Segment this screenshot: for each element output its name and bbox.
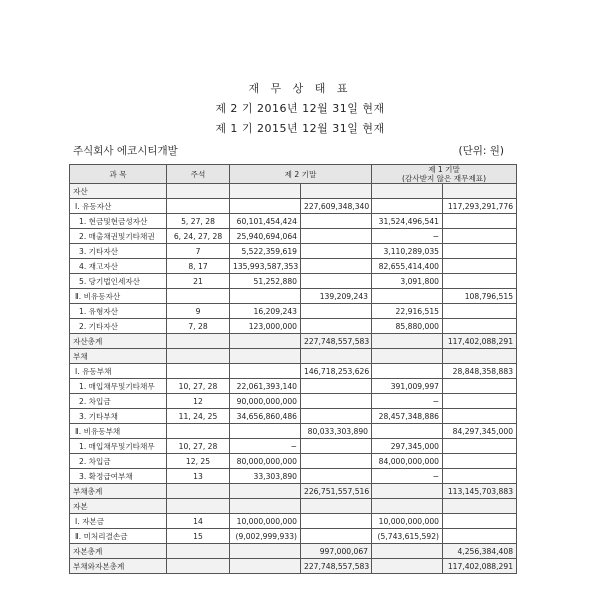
prior-detail-cell: 82,655,414,400 [372, 259, 443, 274]
note-cell: 11, 24, 25 [167, 409, 230, 424]
prior-subtotal-cell [443, 529, 517, 544]
company-name: 주식회사 에코시티개발 [73, 145, 178, 157]
current-detail-cell: − [230, 439, 301, 454]
note-cell: 10, 27, 28 [167, 439, 230, 454]
prior-detail-cell: 3,110,289,035 [372, 244, 443, 259]
note-cell: 7, 28 [167, 319, 230, 334]
account-cell: 자산총계 [70, 334, 167, 349]
prior-subtotal-cell [443, 349, 517, 364]
current-subtotal-cell [301, 259, 372, 274]
current-subtotal-cell: 80,033,303,890 [301, 424, 372, 439]
prior-detail-cell: (5,743,615,592) [372, 529, 443, 544]
table-row [70, 349, 517, 364]
table-row [70, 259, 517, 274]
table-row [70, 529, 517, 544]
account-cell: Ⅰ. 유동자산 [70, 199, 167, 214]
current-detail-cell [230, 499, 301, 514]
account-cell: Ⅱ. 비유동자산 [70, 289, 167, 304]
prior-detail-cell: 22,916,515 [372, 304, 443, 319]
prior-subtotal-cell [443, 274, 517, 289]
current-detail-cell: 135,993,587,353 [230, 259, 301, 274]
current-detail-cell [230, 349, 301, 364]
header-account: 과 목 [70, 165, 167, 184]
current-subtotal-cell [301, 274, 372, 289]
current-detail-cell: (9,002,999,933) [230, 529, 301, 544]
current-subtotal-cell: 997,000,067 [301, 544, 372, 559]
table-row [70, 184, 517, 199]
prior-subtotal-cell: 117,402,088,291 [443, 559, 517, 574]
prior-subtotal-cell: 117,293,291,776 [443, 199, 517, 214]
note-cell [167, 334, 230, 349]
account-cell: 2. 매출채권및기타채권 [70, 229, 167, 244]
account-cell: 자본 [70, 499, 167, 514]
table-row [70, 439, 517, 454]
current-subtotal-cell: 227,748,557,583 [301, 559, 372, 574]
current-subtotal-cell [301, 379, 372, 394]
account-cell: 2. 차입금 [70, 394, 167, 409]
prior-detail-cell [372, 544, 443, 559]
current-subtotal-cell [301, 229, 372, 244]
account-cell: 1. 매입채무및기타채무 [70, 439, 167, 454]
table-row [70, 334, 517, 349]
account-cell: 1. 유형자산 [70, 304, 167, 319]
account-cell: 3. 기타부채 [70, 409, 167, 424]
current-detail-cell [230, 184, 301, 199]
table-row [70, 409, 517, 424]
prior-detail-cell [372, 199, 443, 214]
header-current-period: 제 2 기말 [230, 165, 372, 184]
unit-label: (단위: 원) [458, 145, 504, 157]
note-cell: 6, 24, 27, 28 [167, 229, 230, 244]
table-row [70, 544, 517, 559]
current-subtotal-cell [301, 409, 372, 424]
note-cell [167, 559, 230, 574]
table-row [70, 364, 517, 379]
current-detail-cell [230, 544, 301, 559]
current-subtotal-cell [301, 499, 372, 514]
table-row [70, 199, 517, 214]
note-cell: 7 [167, 244, 230, 259]
note-cell: 8, 17 [167, 259, 230, 274]
account-cell: 부채 [70, 349, 167, 364]
prior-subtotal-cell: 113,145,703,883 [443, 484, 517, 499]
current-detail-cell [230, 559, 301, 574]
current-detail-cell [230, 484, 301, 499]
note-cell: 13 [167, 469, 230, 484]
current-subtotal-cell: 227,748,557,583 [301, 334, 372, 349]
account-cell: Ⅱ. 미처리결손금 [70, 529, 167, 544]
account-cell: 자산 [70, 184, 167, 199]
account-cell: 3. 기타자산 [70, 244, 167, 259]
current-subtotal-cell [301, 319, 372, 334]
table-row [70, 244, 517, 259]
header-prior-line2: (감사받지 않은 재무제표) [401, 174, 487, 183]
note-cell: 15 [167, 529, 230, 544]
prior-subtotal-cell: 84,297,345,000 [443, 424, 517, 439]
current-detail-cell [230, 334, 301, 349]
current-detail-cell [230, 364, 301, 379]
current-subtotal-cell [301, 514, 372, 529]
table-row [70, 229, 517, 244]
prior-subtotal-cell [443, 499, 517, 514]
current-subtotal-cell [301, 454, 372, 469]
prior-subtotal-cell [443, 409, 517, 424]
prior-detail-cell: − [372, 394, 443, 409]
table-body [70, 184, 517, 574]
account-cell: 5. 당기법인세자산 [70, 274, 167, 289]
prior-detail-cell: − [372, 229, 443, 244]
prior-detail-cell: 31,524,496,541 [372, 214, 443, 229]
account-cell: 2. 차입금 [70, 454, 167, 469]
prior-detail-cell: 85,880,000 [372, 319, 443, 334]
account-cell: 부채와자본총계 [70, 559, 167, 574]
period-current: 제 2 기 2016년 12월 31일 현재 [215, 102, 385, 115]
prior-subtotal-cell [443, 469, 517, 484]
prior-detail-cell: 84,000,000,000 [372, 454, 443, 469]
prior-detail-cell: − [372, 469, 443, 484]
account-cell: 3. 확정급여부채 [70, 469, 167, 484]
note-cell: 12, 25 [167, 454, 230, 469]
current-subtotal-cell [301, 184, 372, 199]
statement-title: 재 무 상 태 표 [248, 82, 352, 95]
prior-subtotal-cell [443, 304, 517, 319]
account-cell: Ⅰ. 자본금 [70, 514, 167, 529]
note-cell: 9 [167, 304, 230, 319]
prior-detail-cell: 10,000,000,000 [372, 514, 443, 529]
current-subtotal-cell [301, 214, 372, 229]
prior-detail-cell: 391,009,997 [372, 379, 443, 394]
note-cell: 5, 27, 28 [167, 214, 230, 229]
table-row [70, 499, 517, 514]
current-detail-cell: 34,656,860,486 [230, 409, 301, 424]
current-detail-cell: 90,000,000,000 [230, 394, 301, 409]
prior-subtotal-cell: 4,256,384,408 [443, 544, 517, 559]
prior-subtotal-cell: 117,402,088,291 [443, 334, 517, 349]
note-cell: 14 [167, 514, 230, 529]
prior-subtotal-cell: 28,848,358,883 [443, 364, 517, 379]
account-cell: 부채총계 [70, 484, 167, 499]
prior-subtotal-cell [443, 319, 517, 334]
header-prior-period [372, 165, 517, 184]
note-cell [167, 544, 230, 559]
current-subtotal-cell: 227,609,348,340 [301, 199, 372, 214]
table-row [70, 214, 517, 229]
account-cell: Ⅰ. 유동부채 [70, 364, 167, 379]
prior-detail-cell: 28,457,348,886 [372, 409, 443, 424]
period-prior: 제 1 기 2015년 12월 31일 현재 [215, 122, 385, 135]
current-detail-cell: 16,209,243 [230, 304, 301, 319]
note-cell [167, 199, 230, 214]
table-row [70, 319, 517, 334]
account-cell: 1. 매입채무및기타채무 [70, 379, 167, 394]
prior-subtotal-cell [443, 454, 517, 469]
prior-subtotal-cell [443, 439, 517, 454]
note-cell [167, 364, 230, 379]
current-subtotal-cell [301, 529, 372, 544]
current-subtotal-cell [301, 469, 372, 484]
account-cell: 자본총계 [70, 544, 167, 559]
table-row [70, 304, 517, 319]
table-row [70, 559, 517, 574]
note-cell [167, 349, 230, 364]
current-subtotal-cell [301, 439, 372, 454]
table-row [70, 379, 517, 394]
current-subtotal-cell: 146,718,253,626 [301, 364, 372, 379]
current-detail-cell: 10,000,000,000 [230, 514, 301, 529]
prior-detail-cell: 297,345,000 [372, 439, 443, 454]
prior-detail-cell [372, 559, 443, 574]
note-cell [167, 184, 230, 199]
table-row [70, 469, 517, 484]
prior-subtotal-cell [443, 244, 517, 259]
prior-detail-cell [372, 184, 443, 199]
current-subtotal-cell [301, 304, 372, 319]
note-cell [167, 499, 230, 514]
current-subtotal-cell: 139,209,243 [301, 289, 372, 304]
current-detail-cell: 123,000,000 [230, 319, 301, 334]
current-detail-cell: 5,522,359,619 [230, 244, 301, 259]
current-detail-cell: 33,303,890 [230, 469, 301, 484]
current-detail-cell: 51,252,880 [230, 274, 301, 289]
account-cell: 1. 현금및현금성자산 [70, 214, 167, 229]
current-detail-cell [230, 424, 301, 439]
note-cell [167, 484, 230, 499]
table-row [70, 394, 517, 409]
current-detail-cell: 60,101,454,424 [230, 214, 301, 229]
current-detail-cell: 22,061,393,140 [230, 379, 301, 394]
current-subtotal-cell [301, 349, 372, 364]
current-subtotal-cell: 226,751,557,516 [301, 484, 372, 499]
account-cell: 4. 재고자산 [70, 259, 167, 274]
current-detail-cell: 80,000,000,000 [230, 454, 301, 469]
table-row [70, 289, 517, 304]
prior-subtotal-cell [443, 259, 517, 274]
header-note: 주석 [167, 165, 230, 184]
balance-sheet-table [69, 164, 517, 574]
account-cell: 2. 기타자산 [70, 319, 167, 334]
prior-detail-cell [372, 364, 443, 379]
prior-subtotal-cell [443, 394, 517, 409]
prior-detail-cell [372, 334, 443, 349]
prior-subtotal-cell [443, 229, 517, 244]
prior-detail-cell: 3,091,800 [372, 274, 443, 289]
note-cell: 12 [167, 394, 230, 409]
prior-detail-cell [372, 349, 443, 364]
account-cell: Ⅱ. 비유동부채 [70, 424, 167, 439]
prior-subtotal-cell: 108,796,515 [443, 289, 517, 304]
current-detail-cell: 25,940,694,064 [230, 229, 301, 244]
note-cell: 21 [167, 274, 230, 289]
table-row [70, 424, 517, 439]
current-detail-cell [230, 199, 301, 214]
table-row [70, 274, 517, 289]
table-row [70, 514, 517, 529]
prior-subtotal-cell [443, 184, 517, 199]
prior-subtotal-cell [443, 379, 517, 394]
current-detail-cell [230, 289, 301, 304]
table-row [70, 484, 517, 499]
note-cell: 10, 27, 28 [167, 379, 230, 394]
note-cell [167, 289, 230, 304]
prior-subtotal-cell [443, 214, 517, 229]
current-subtotal-cell [301, 394, 372, 409]
note-cell [167, 424, 230, 439]
header-prior-line1: 제 1 기말 [428, 165, 460, 174]
prior-subtotal-cell [443, 514, 517, 529]
prior-detail-cell [372, 484, 443, 499]
prior-detail-cell [372, 289, 443, 304]
prior-detail-cell [372, 424, 443, 439]
current-subtotal-cell [301, 244, 372, 259]
prior-detail-cell [372, 499, 443, 514]
table-row [70, 454, 517, 469]
